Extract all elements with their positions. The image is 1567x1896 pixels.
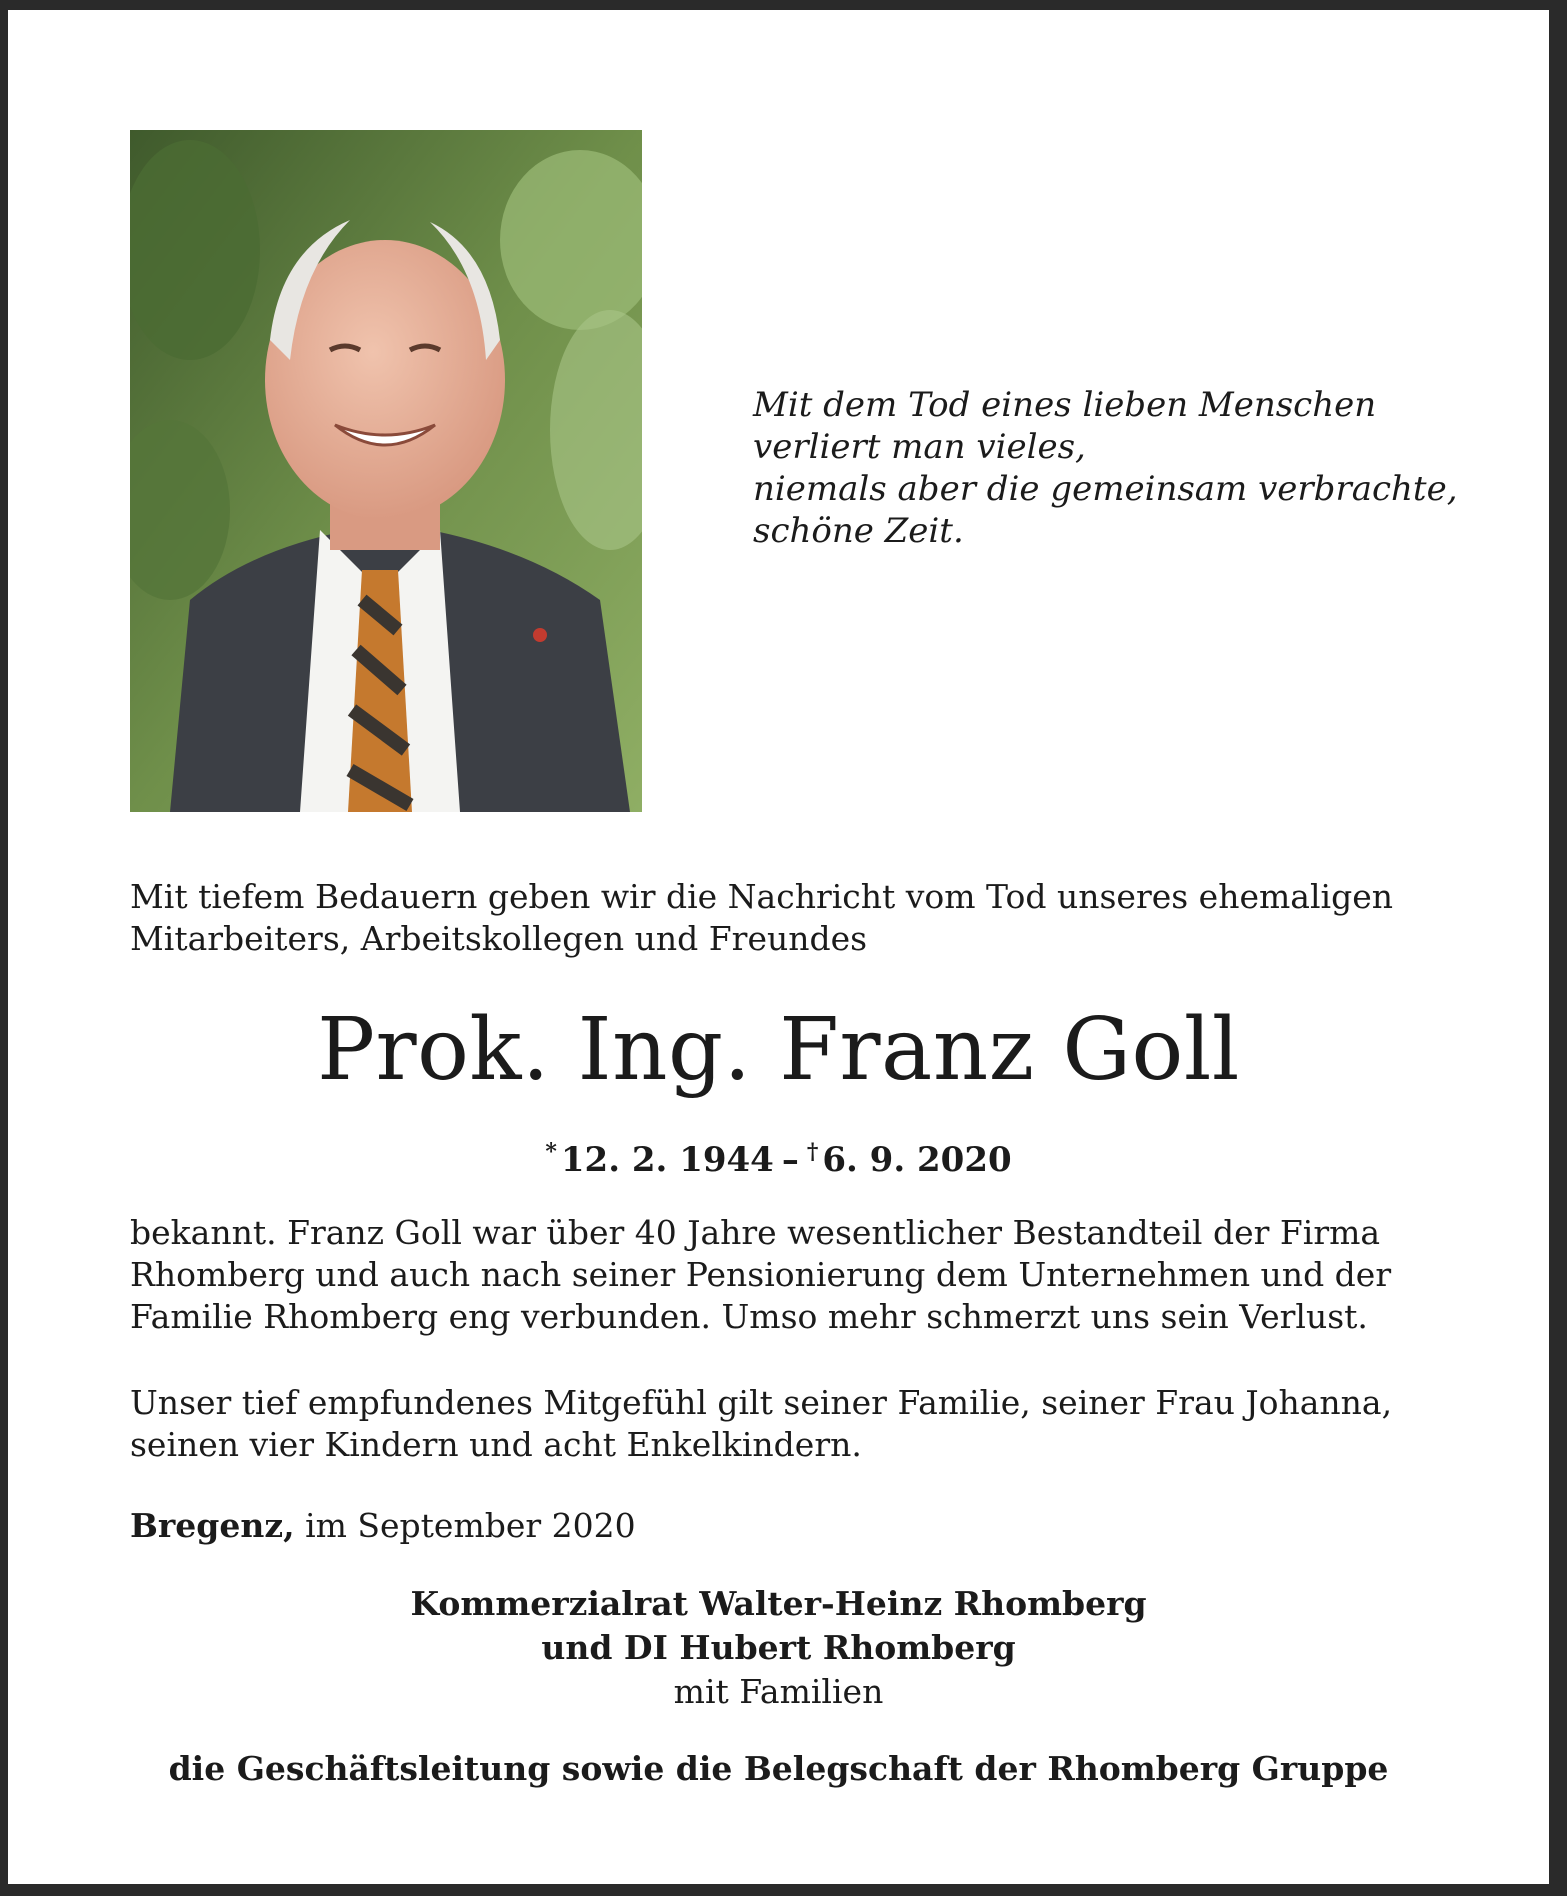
life-dates (8, 1132, 1549, 1180)
quote-line: verliert man vieles, (753, 427, 1086, 467)
signer-line-2: und DI Hubert Rhomberg (541, 1628, 1016, 1667)
signer-line-3: mit Familien (673, 1672, 884, 1711)
company-signature: die Geschäftsleitung sowie die Belegschaft der Rhomberg Gruppe (168, 1749, 1389, 1788)
place-city: Bregenz, (130, 1506, 295, 1545)
portrait-illustration (130, 130, 642, 812)
quote-line: schöne Zeit. (753, 511, 964, 551)
portrait-photo (130, 130, 642, 812)
body-line: Familie Rhomberg eng verbunden. Umso mehr schmerzt uns sein Verlust. (130, 1297, 1368, 1336)
place-and-date (130, 1505, 1030, 1547)
signer-line-1: Kommerzialrat Walter-Heinz Rhomberg (410, 1584, 1147, 1623)
intro-line: Mitarbeiters, Arbeitskollegen und Freundes (130, 919, 868, 958)
date-separator: – (781, 1140, 799, 1180)
intro-line: Mit tiefem Bedauern geben wir die Nachricht vom Tod unseres ehemaligen (130, 877, 1393, 916)
body-paragraph-1 (130, 1212, 1450, 1338)
obituary-page (8, 10, 1549, 1884)
memorial-quote (753, 384, 1458, 552)
body-line: bekannt. Franz Goll war über 40 Jahre wesentlicher Bestandteil der Firma (130, 1213, 1381, 1252)
announcement-intro (130, 876, 1450, 960)
death-symbol: † (806, 1139, 819, 1165)
body-paragraph-2 (130, 1382, 1450, 1466)
death-date: 6. 9. 2020 (822, 1140, 1012, 1180)
quote-line: niemals aber die gemeinsam verbrachte, (753, 469, 1458, 509)
body-line: Unser tief empfundenes Mitgefühl gilt seiner Familie, seiner Frau Johanna, (130, 1383, 1393, 1422)
birth-date: 12. 2. 1944 (560, 1140, 774, 1180)
place-date: im September 2020 (294, 1506, 636, 1545)
quote-line: Mit dem Tod eines lieben Menschen (753, 385, 1377, 425)
deceased-name: Prok. Ing. Franz Goll (317, 1000, 1240, 1100)
body-line: Rhomberg und auch nach seiner Pensionierung dem Unternehmen und der (130, 1255, 1392, 1294)
birth-symbol: * (545, 1139, 557, 1165)
signers-block (8, 1582, 1549, 1714)
body-line: seinen vier Kindern und acht Enkelkindern. (130, 1425, 862, 1464)
